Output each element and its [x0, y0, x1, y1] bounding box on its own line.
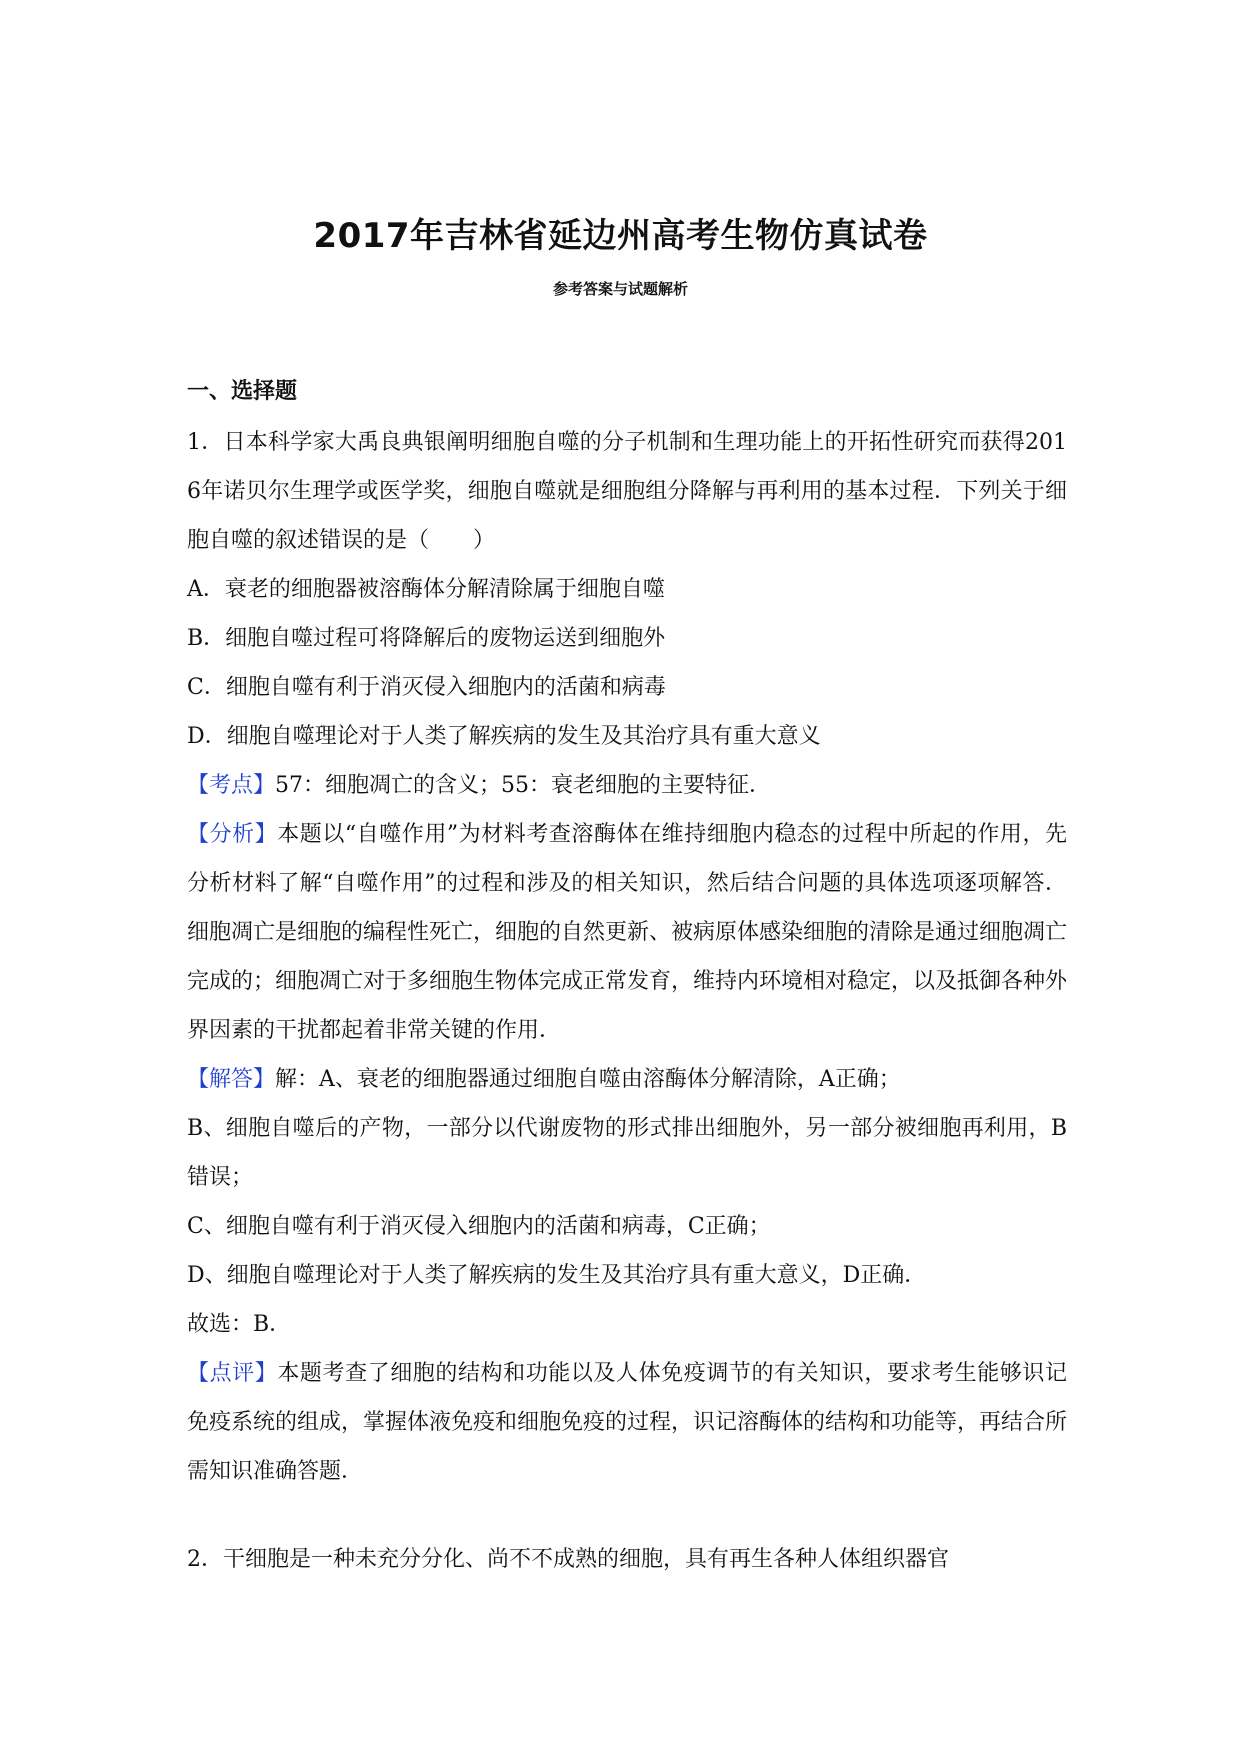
kaodian-paragraph — [187, 761, 1067, 810]
fenxi-text: 本题以“自噬作用”为材料考查溶酶体在维持细胞内稳态的过程中所起的作用，先分析材料了解“自噬作用”的过程和涉及的相关知识，然后结合问题的具体选项逐项解答．细胞凋亡是细胞的编程性死亡，细胞的自然更新、被病原体感染细胞的清除是通过细胞凋亡完成的；细胞凋亡对于多细胞生物体完成正常发育，维持内环境相对稳定，以及抵御各种外界因素的干扰都起着非常关键的作用． — [187, 822, 1068, 1043]
section-heading: 一、选择题 — [187, 379, 298, 404]
jieda-line-3: C、细胞自噬有利于消灭侵入细胞内的活菌和病毒，C正确； — [187, 1214, 771, 1239]
jieda-line-1: 解：A、衰老的细胞器通过细胞自噬由溶酶体分解清除，A正确； — [275, 1067, 901, 1092]
jieda-paragraph — [187, 1055, 1067, 1104]
question-1-block — [187, 418, 1067, 1496]
dianping-text: 本题考查了细胞的结构和功能以及人体免疫调节的有关知识，要求考生能够识记免疫系统的组成，掌握体液免疫和细胞免疫的过程，识记溶酶体的结构和功能等，再结合所需知识准确答题． — [187, 1361, 1068, 1484]
dianping-paragraph — [187, 1349, 1067, 1496]
option-a: A．衰老的细胞器被溶酶体分解清除属于细胞自噬 — [187, 577, 665, 602]
document-subtitle: 参考答案与试题解析 — [552, 280, 688, 298]
jieda-line-4: D、细胞自噬理论对于人类了解疾病的发生及其治疗具有重大意义，D正确． — [187, 1263, 927, 1288]
jieda-line-2: B、细胞自噬后的产物，一部分以代谢废物的形式排出细胞外，另一部分被细胞再利用，B错误； — [187, 1116, 1067, 1190]
option-b: B．细胞自噬过程可将降解后的废物运送到细胞外 — [187, 626, 666, 651]
question-2-stem: 2．干细胞是一种未充分分化、尚不不成熟的细胞，具有再生各种人体组织器官 — [187, 1547, 949, 1572]
option-c: C．细胞自噬有利于消灭侵入细胞内的活菌和病毒 — [187, 675, 666, 700]
jieda-tag: 【解答】 — [187, 1067, 276, 1092]
option-d: D．细胞自噬理论对于人类了解疾病的发生及其治疗具有重大意义 — [187, 724, 821, 749]
kaodian-tag: 【考点】 — [187, 773, 276, 798]
dianping-tag: 【点评】 — [187, 1361, 278, 1386]
fenxi-tag: 【分析】 — [187, 822, 278, 847]
document-title: 2017年吉林省延边州高考生物仿真试卷 — [313, 216, 928, 256]
question-1-stem: 1．日本科学家大禹良典银阐明细胞自噬的分子机制和生理功能上的开拓性研究而获得2016年诺贝尔生理学或医学奖，细胞自噬就是细胞组分降解与再利用的基本过程．下列关于细胞自噬的叙述错误的是（ ） — [187, 430, 1067, 553]
fenxi-paragraph — [187, 810, 1067, 1055]
kaodian-text: 57：细胞凋亡的含义；55：衰老细胞的主要特征． — [275, 773, 772, 798]
answer-choice: 故选：B． — [187, 1312, 292, 1337]
